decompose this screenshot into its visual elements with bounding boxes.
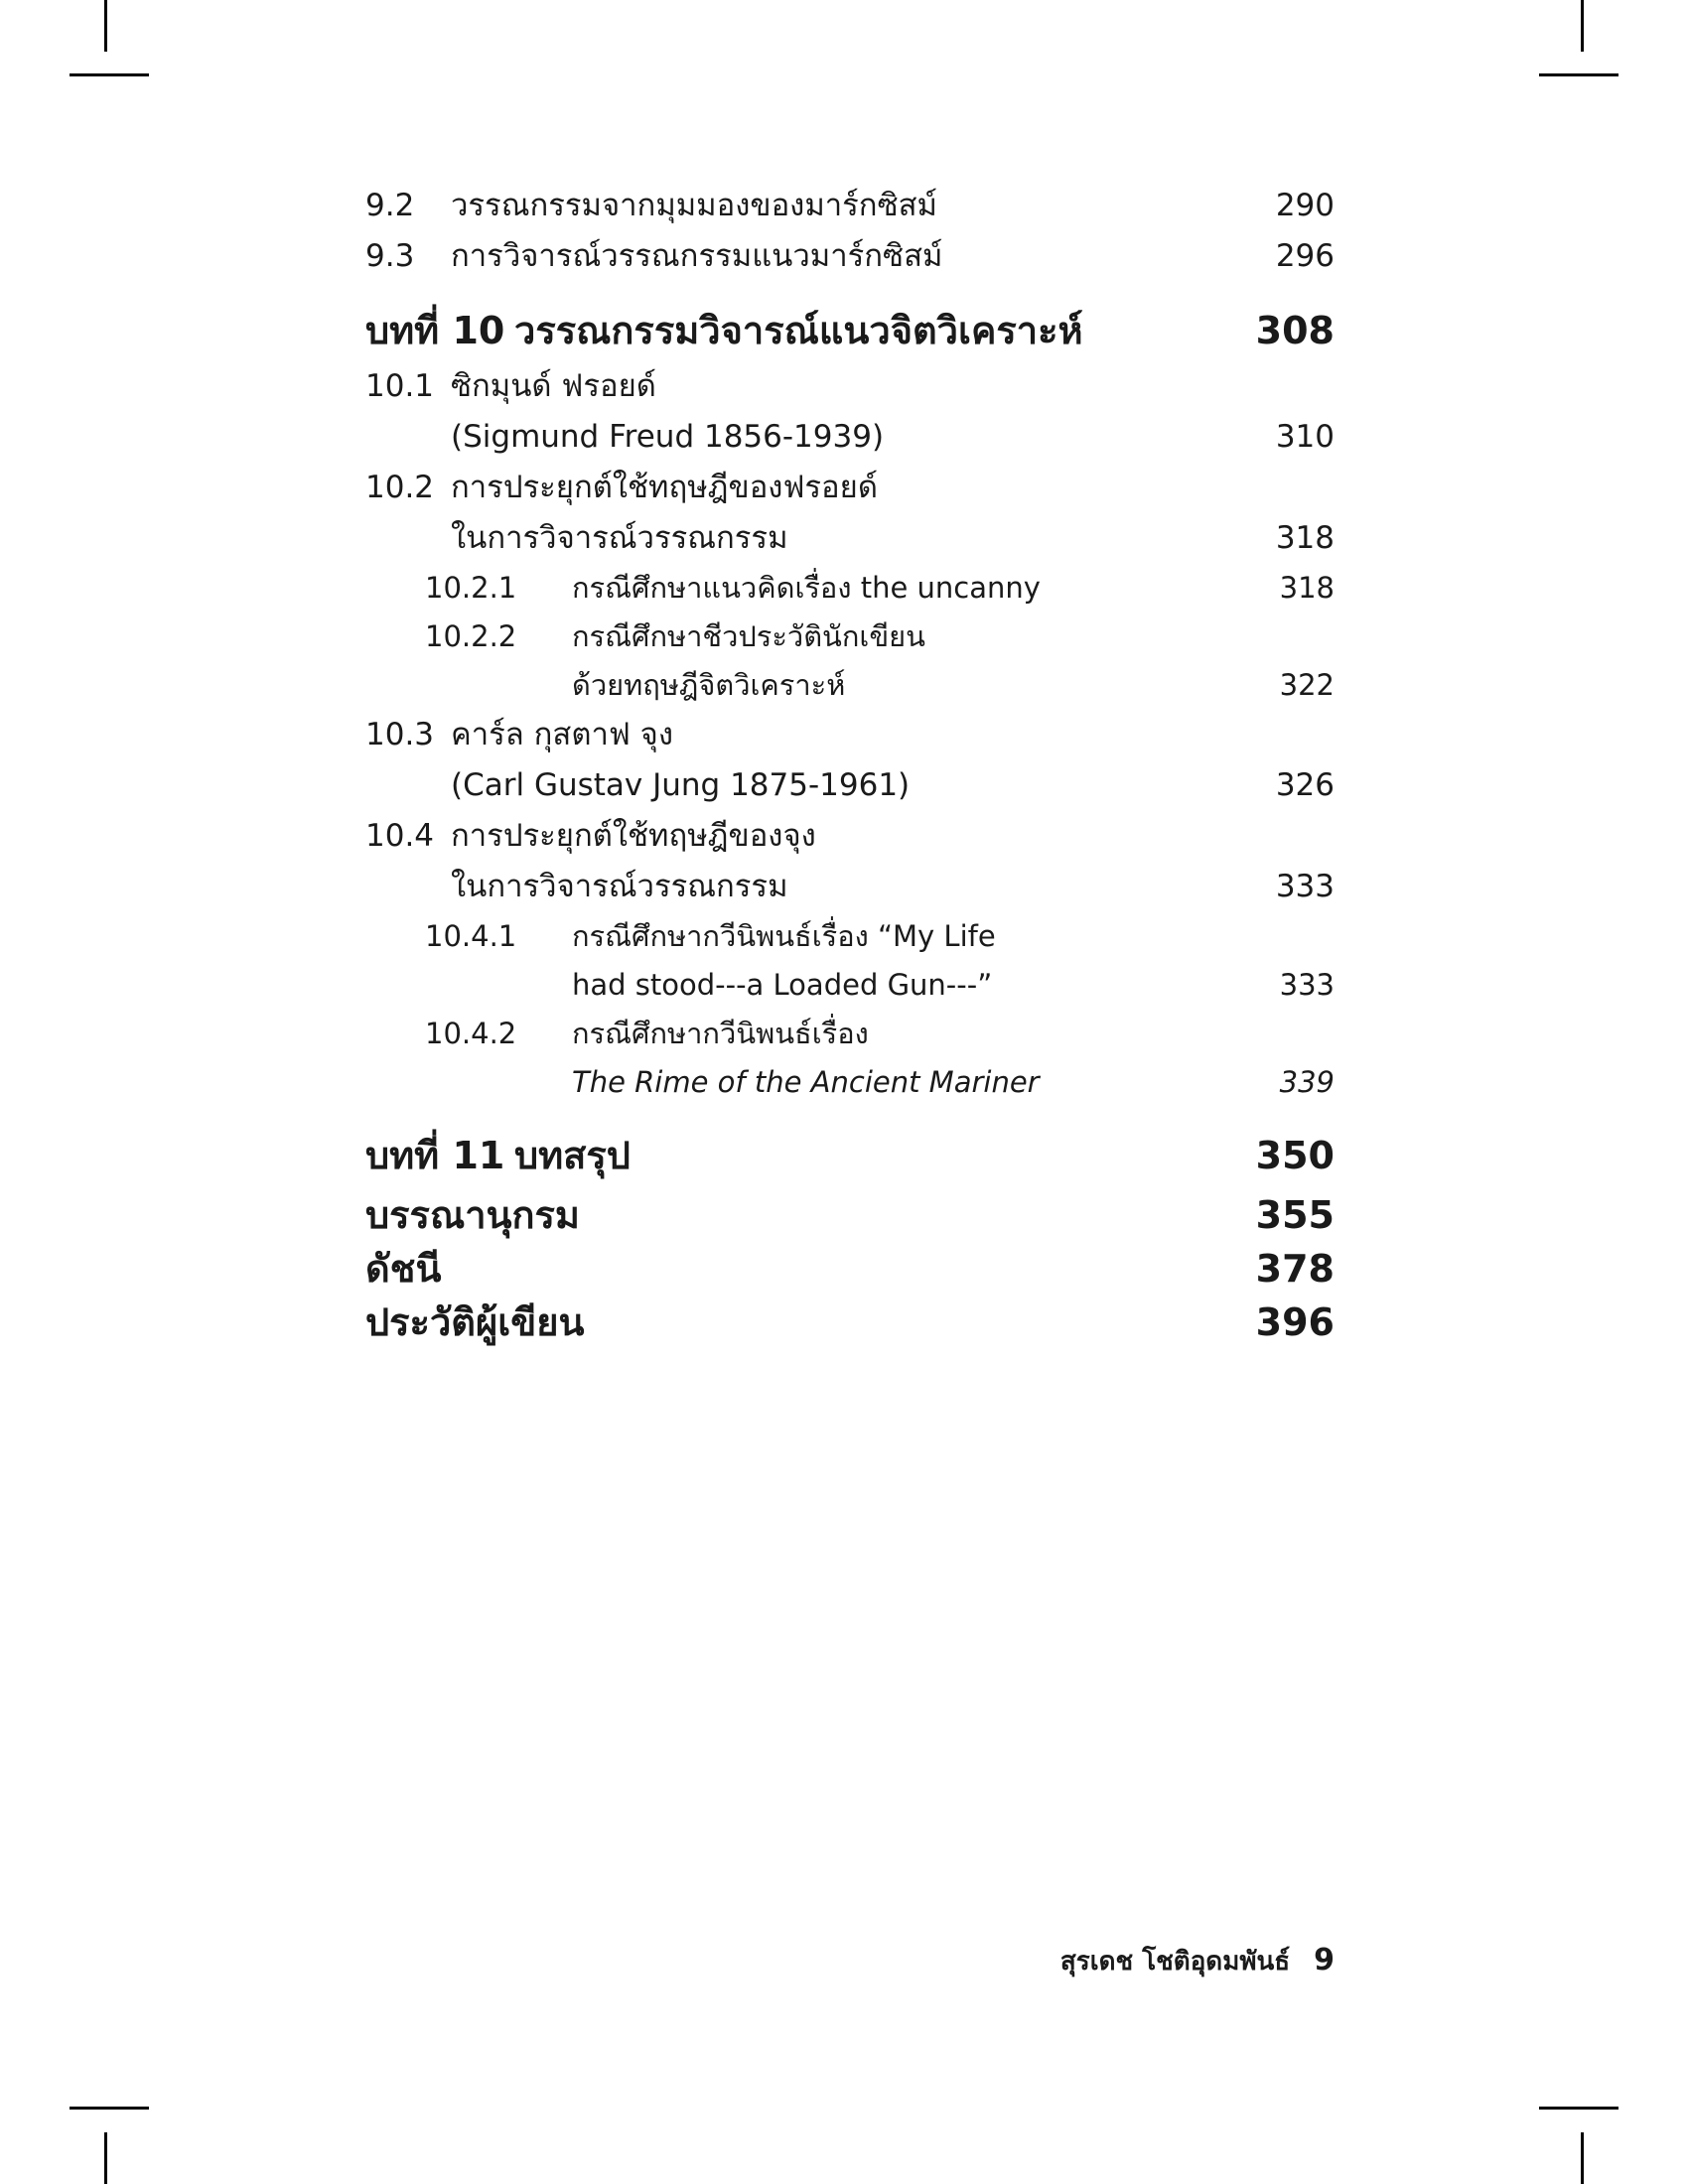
toc-entry-page-number: 333	[1279, 968, 1335, 1002]
crop-mark-bottom-left-vertical	[104, 2132, 107, 2184]
footer-page-number: 9	[1314, 1943, 1335, 1978]
toc-entry[interactable]	[365, 520, 1335, 556]
page-footer	[1060, 1941, 1335, 1981]
toc-entry-title: กรณีศึกษากวีนิพนธ์เรื่อง	[572, 1017, 869, 1050]
footer-author-name: สุรเดช โชติอุดมพันธ์	[1059, 1947, 1291, 1977]
toc-entry-title: คาร์ล กุสตาฟ จุง	[451, 717, 673, 752]
toc-entry-number: 10.2.1	[425, 571, 517, 605]
crop-mark-top-left-vertical	[104, 0, 107, 52]
toc-entry[interactable]	[365, 419, 1335, 455]
crop-mark-top-right-horizontal	[1539, 73, 1618, 76]
toc-entry[interactable]	[365, 571, 1335, 605]
toc-entry-page-number: 308	[1255, 309, 1335, 352]
toc-entry-title: การประยุกต์ใช้ทฤษฎีของจุง	[451, 818, 816, 854]
toc-entry-page-number: 296	[1275, 238, 1335, 274]
toc-entry[interactable]	[365, 1247, 1335, 1291]
crop-mark-bottom-right-horizontal	[1539, 2107, 1618, 2110]
toc-entry-title: วรรณกรรมวิจารณ์แนวจิตวิเคราะห์	[514, 309, 1083, 352]
toc-entry-number: 10.2.2	[425, 619, 517, 653]
toc-entry[interactable]	[365, 309, 1335, 352]
toc-entry[interactable]	[365, 668, 1335, 702]
toc-entry-page-number: 326	[1275, 767, 1335, 803]
toc-entry-page-number: 339	[1279, 1065, 1335, 1099]
toc-entry[interactable]	[365, 818, 1335, 854]
crop-mark-bottom-left-horizontal	[70, 2107, 149, 2110]
crop-mark-bottom-right-vertical	[1581, 2132, 1584, 2184]
toc-entry-page-number: 322	[1279, 668, 1335, 702]
toc-entry-page-number: 378	[1255, 1247, 1335, 1291]
toc-entry-page-number: 318	[1275, 520, 1335, 556]
toc-entry-title: The Rime of the Ancient Mariner	[572, 1065, 1040, 1099]
toc-entry-number: บทที่ 10	[365, 309, 505, 352]
toc-entry[interactable]	[365, 717, 1335, 752]
toc-entry-page-number: 310	[1275, 419, 1335, 455]
toc-entry-number: บทที่ 11	[365, 1134, 505, 1177]
toc-entry-title: กรณีศึกษาแนวคิดเรื่อง the uncanny	[572, 571, 1041, 605]
toc-entry-number: 10.3	[365, 717, 435, 752]
toc-entry-title: ดัชนี	[365, 1247, 442, 1291]
toc-entry[interactable]	[365, 1134, 1335, 1177]
toc-entry-title: ซิกมุนด์ ฟรอยด์	[451, 368, 656, 404]
toc-entry-title: ในการวิจารณ์วรรณกรรม	[451, 520, 788, 556]
toc-entry-page-number: 355	[1255, 1193, 1335, 1237]
toc-entry-title: บทสรุป	[514, 1134, 631, 1177]
toc-entry-number: 9.3	[365, 238, 415, 274]
crop-mark-top-left-horizontal	[70, 73, 149, 76]
toc-entry-number: 9.2	[365, 188, 415, 223]
toc-entry[interactable]	[365, 1300, 1335, 1344]
toc-entry-title: ประวัติผู้เขียน	[365, 1300, 585, 1344]
toc-entry[interactable]	[365, 1193, 1335, 1237]
toc-entry-page-number: 318	[1279, 571, 1335, 605]
toc-entry-page-number: 350	[1255, 1134, 1335, 1177]
toc-entry-title: กรณีศึกษากวีนิพนธ์เรื่อง “My Life	[572, 919, 996, 953]
toc-entry[interactable]	[365, 238, 1335, 274]
toc-entry[interactable]	[365, 919, 1335, 953]
toc-entry-number: 10.1	[365, 368, 435, 404]
table-of-contents-list	[365, 188, 1335, 1357]
toc-entry-title: วรรณกรรมจากมุมมองของมาร์กซิสม์	[451, 188, 937, 223]
toc-entry[interactable]	[365, 968, 1335, 1002]
toc-entry-page-number: 290	[1275, 188, 1335, 223]
toc-entry-title: (Sigmund Freud 1856-1939)	[451, 419, 885, 455]
toc-entry[interactable]	[365, 470, 1335, 505]
toc-entry[interactable]	[365, 1017, 1335, 1050]
toc-entry[interactable]	[365, 619, 1335, 653]
toc-entry-number: 10.2	[365, 470, 435, 505]
toc-entry-page-number: 333	[1275, 869, 1335, 904]
toc-entry-title: บรรณานุกรม	[365, 1193, 580, 1237]
toc-entry-title: (Carl Gustav Jung 1875-1961)	[451, 767, 911, 803]
toc-entry-title: had stood---a Loaded Gun---”	[572, 968, 993, 1002]
toc-entry[interactable]	[365, 1065, 1335, 1099]
toc-entry[interactable]	[365, 368, 1335, 404]
toc-entry-number: 10.4.1	[425, 919, 517, 953]
toc-entry-number: 10.4.2	[425, 1017, 517, 1050]
toc-entry[interactable]	[365, 188, 1335, 223]
crop-mark-top-right-vertical	[1581, 0, 1584, 52]
toc-entry-title: ด้วยทฤษฎีจิตวิเคราะห์	[572, 668, 846, 702]
toc-entry-title: การวิจารณ์วรรณกรรมแนวมาร์กซิสม์	[451, 238, 943, 274]
toc-entry-page-number: 396	[1255, 1300, 1335, 1344]
toc-entry[interactable]	[365, 869, 1335, 904]
toc-entry-title: การประยุกต์ใช้ทฤษฎีของฟรอยด์	[451, 470, 878, 505]
toc-entry[interactable]	[365, 767, 1335, 803]
toc-entry-title: กรณีศึกษาชีวประวัตินักเขียน	[572, 619, 925, 653]
toc-entry-title: ในการวิจารณ์วรรณกรรม	[451, 869, 788, 904]
toc-entry-number: 10.4	[365, 818, 435, 854]
